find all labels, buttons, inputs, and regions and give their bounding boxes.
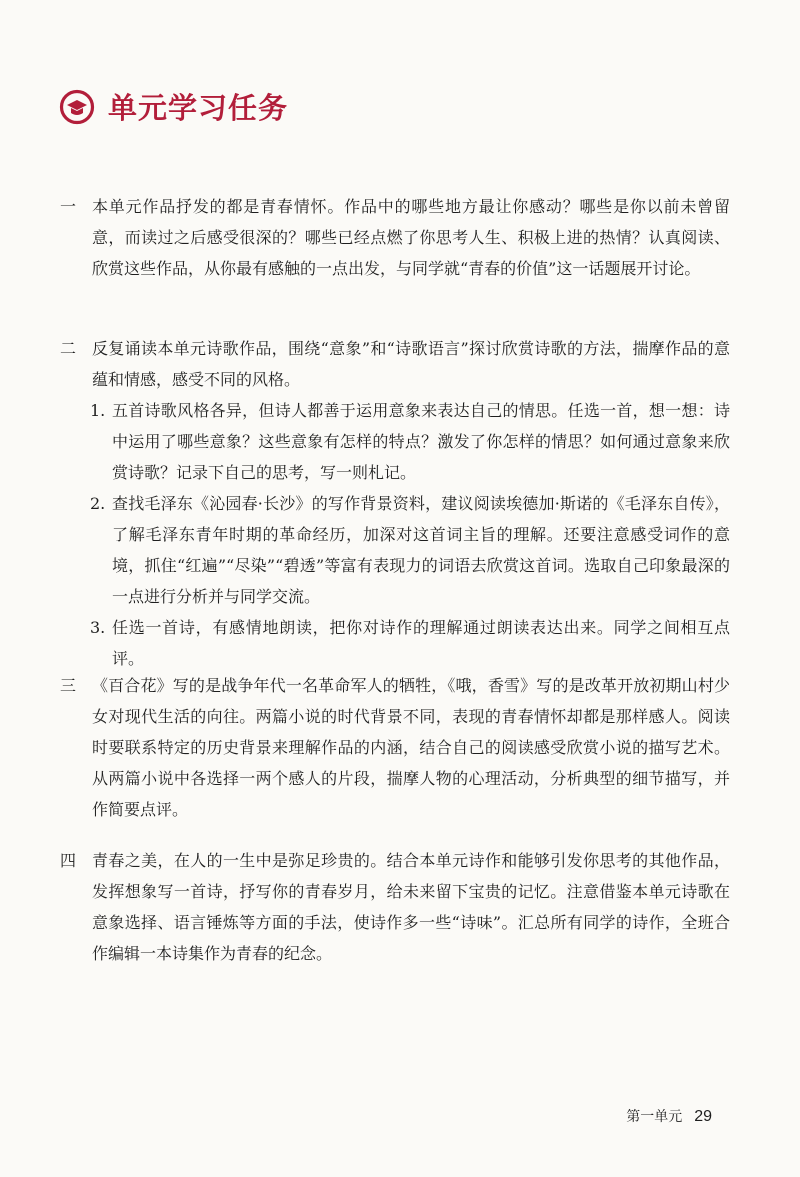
page-footer [626,1106,712,1126]
subtask-number: 3. [90,618,106,637]
task-number: 三 [60,676,77,695]
subtask-text: 五首诗歌风格各异，但诗人都善于运用意象来表达自己的情思。任选一首，想一想：诗中运用了哪些意象？这些意象有怎样的特点？激发了你怎样的情思？如何通过意象来欣赏诗歌？记录下自己的思考，写一则札记。 [112,401,730,482]
task-text: 《百合花》写的是战争年代一名革命军人的牺牲，《哦，香雪》写的是改革开放初期山村少女对现代生活的向往。两篇小说的时代背景不同，表现的青春情怀却都是那样感人。阅读时要联系特定的历史背景来理解作品的内涵，结合自己的阅读感受欣赏小说的描写艺术。从两篇小说中各选择一两个感人的片段，揣摩人物的心理活动，分析典型的细节描写，并作简要点评。 [92,676,730,819]
page-number: 29 [694,1108,712,1125]
section-header [58,86,288,127]
subtask-item [60,612,730,674]
subtask-item [60,395,730,488]
subtask-list [60,395,730,674]
task-4 [60,845,730,969]
subtask-number: 1. [90,401,106,420]
task-text: 青春之美，在人的一生中是弥足珍贵的。结合本单元诗作和能够引发你思考的其他作品，发挥想象写一首诗，抒写你的青春岁月，给未来留下宝贵的记忆。注意借鉴本单元诗歌在意象选择、语言锤炼等方面的手法，使诗作多一些“诗味”。汇总所有同学的诗作，全班合作编辑一本诗集作为青春的纪念。 [92,851,730,963]
subtask-number: 2. [90,494,106,513]
task-2 [60,333,730,674]
task-number: 一 [60,197,77,216]
subtask-item [60,488,730,612]
unit-label: 第一单元 [626,1109,683,1125]
task-number: 四 [60,851,77,870]
task-text: 反复诵读本单元诗歌作品，围绕“意象”和“诗歌语言”探讨欣赏诗歌的方法，揣摩作品的意蕴和情感，感受不同的风格。 [92,339,730,389]
task-text: 本单元作品抒发的都是青春情怀。作品中的哪些地方最让你感动？哪些是你以前未曾留意，而读过之后感受很深的？哪些已经点燃了你思考人生、积极上进的热情？认真阅读、欣赏这些作品，从你最有感触的一点出发，与同学就“青春的价值”这一话题展开讨论。 [92,197,730,278]
task-1 [60,191,730,284]
subtask-text: 任选一首诗，有感情地朗读，把你对诗作的理解通过朗读表达出来。同学之间相互点评。 [112,618,730,668]
graduation-cap-icon [58,88,96,126]
task-3 [60,670,730,825]
section-title: 单元学习任务 [108,91,289,125]
task-number: 二 [60,339,77,358]
subtask-text: 查找毛泽东《沁园春·长沙》的写作背景资料，建议阅读埃德加·斯诺的《毛泽东自传》，了解毛泽东青年时期的革命经历，加深对这首词主旨的理解。还要注意感受词作的意境，抓住“红遍”“尽染”“碧透”等富有表现力的词语去欣赏这首词。选取自己印象最深的一点进行分析并与同学交流。 [112,494,730,606]
